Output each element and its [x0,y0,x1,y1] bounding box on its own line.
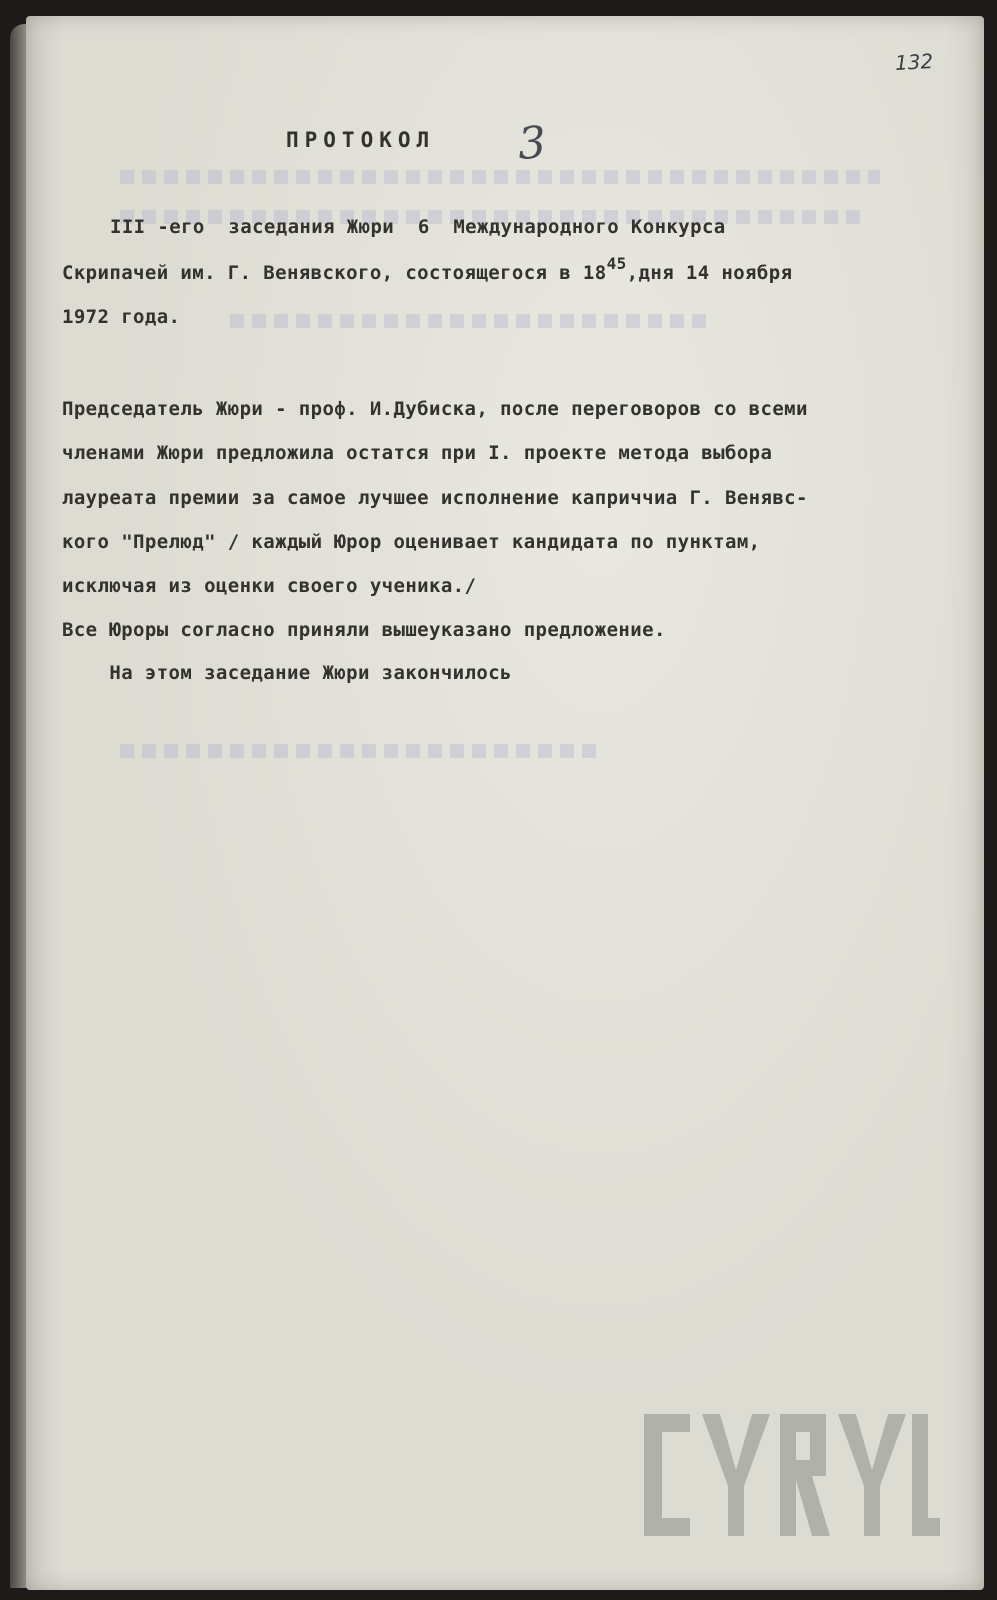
text-line-7: кого "Прелюд" / каждый Юрор оценивает кандидата по пунктам, [62,531,761,553]
text-line-1: III -его заседания Жюри 6 Международного Конкурса [110,216,726,238]
cyryl-watermark-logo [640,1410,940,1540]
text-line-3: 1972 года. [62,306,181,328]
text-line-2 [62,254,793,284]
text-line-9: Все Юроры согласно приняли вышеуказано предложение. [62,619,666,641]
show-through-decoration [230,314,710,328]
folio-number: 132 [894,49,934,75]
document-page [26,16,984,1590]
text-line-2-main: Скрипачей им. Г. Венявского, состоящегося в 18 [62,262,607,284]
show-through-decoration [120,170,880,184]
protocol-number: 3 [516,117,548,170]
text-line-6: лауреата премии за самое лучшее исполнение каприччиа Г. Венявс- [62,487,808,509]
show-through-decoration [120,744,600,758]
text-line-10: На этом заседание Жюри закончилось [62,662,512,684]
text-line-4: Председатель Жюри - проф. И.Дубиска, после переговоров со всеми [62,398,808,420]
text-line-8: исключая из оценки своего ученика./ [62,575,477,597]
text-line-5: членами Жюри предложила остатся при I. проекте метода выбора [62,442,773,464]
document-title: ПРОТОКОЛ [286,128,436,152]
time-superscript: 45 [606,254,627,273]
text-line-2-suffix: ,дня 14 ноября [626,262,793,284]
